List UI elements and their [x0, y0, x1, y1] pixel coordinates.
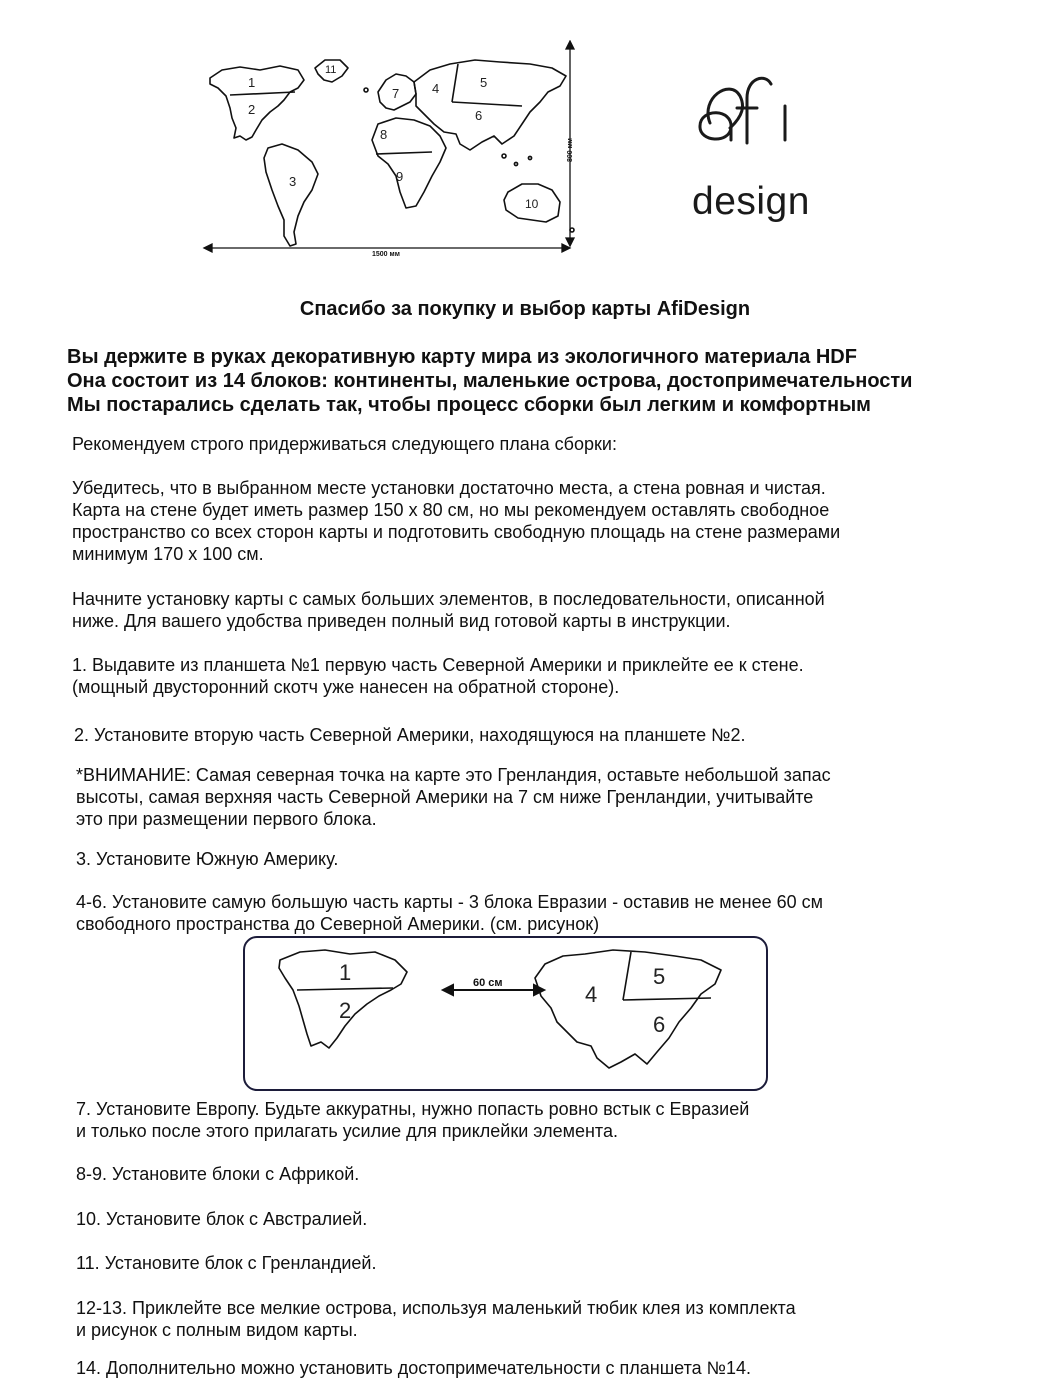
- text-line: это при размещении первого блока.: [76, 809, 377, 829]
- text-line: и только после этого прилагать усилие для приклейки элемента.: [76, 1121, 618, 1141]
- intro-line: Мы постарались сделать так, чтобы процесс сборки был легким и комфортным: [67, 394, 871, 416]
- text-line: свободного пространства до Северной Америки. (см. рисунок): [76, 914, 600, 934]
- text-line: пространство со всех сторон карты и подготовить свободную площадь на стене размерами: [72, 522, 841, 542]
- step-1: [72, 654, 804, 698]
- text-line: Начните установку карты с самых больших элементов, в последовательности, описанной: [72, 589, 825, 609]
- text-line: *ВНИМАНИЕ: Самая северная точка на карте это Гренландия, оставьте небольшой запас: [76, 765, 831, 785]
- gap-label: 60 см: [473, 977, 503, 989]
- map-label-10: 10: [525, 197, 539, 211]
- text-line: минимум 170 х 100 см.: [72, 544, 264, 564]
- step-10: 10. Установите блок с Австралией.: [76, 1209, 368, 1229]
- intro-line: Она состоит из 14 блоков: континенты, маленькие острова, достопримечательности: [67, 370, 913, 392]
- text-line: Убедитесь, что в выбранном месте установки достаточно места, а стена ровная и чистая.: [72, 478, 826, 498]
- logo-wordmark: design: [692, 180, 810, 223]
- step-7: [76, 1098, 749, 1142]
- inset-label-4: 4: [585, 982, 598, 1007]
- inset-label-1: 1: [339, 960, 352, 985]
- spacing-diagram: [243, 936, 768, 1091]
- intro-block: [67, 345, 912, 417]
- text-line: высоты, самая верхняя часть Северной Америки на 7 см ниже Гренландии, учитывайте: [76, 787, 814, 807]
- step-11: 11. Установите блок с Гренландией.: [76, 1253, 377, 1273]
- map-label-11: 11: [325, 64, 337, 76]
- north-america-shape: [210, 66, 304, 140]
- step-3: 3. Установите Южную Америку.: [76, 849, 339, 869]
- text-line: и рисунок с полным видом карты.: [76, 1320, 358, 1340]
- map-label-9: 9: [396, 169, 404, 184]
- map-label-3: 3: [289, 174, 297, 189]
- inset-label-5: 5: [653, 964, 666, 989]
- eurasia-shape: [414, 60, 566, 150]
- text-line: 12-13. Приклейте все мелкие острова, используя маленький тюбик клея из комплекта: [76, 1298, 796, 1318]
- map-label-1: 1: [248, 75, 256, 90]
- map-label-7: 7: [392, 86, 400, 101]
- map-label-2: 2: [248, 102, 256, 117]
- step-12-13: [76, 1297, 796, 1341]
- map-label-5: 5: [480, 75, 488, 90]
- step-2: 2. Установите вторую часть Северной Америки, находящуюся на планшете №2.: [74, 725, 746, 745]
- map-label-4: 4: [432, 81, 440, 96]
- recommend-text: Рекомендуем строго придерживаться следующего плана сборки:: [72, 434, 617, 454]
- text-line: ниже. Для вашего удобства приведен полный вид готовой карты в инструкции.: [72, 611, 731, 631]
- inset-label-6: 6: [653, 1012, 666, 1037]
- intro-line: Вы держите в руках декоративную карту мира из экологичного материала HDF: [67, 346, 857, 368]
- step-8-9: 8-9. Установите блоки с Африкой.: [76, 1164, 360, 1184]
- width-dimension-label: 1500 мм: [372, 251, 400, 258]
- check-paragraph: [72, 477, 840, 565]
- spacing-diagram-map: [245, 938, 765, 1088]
- step-14: 14. Дополнительно можно установить достопримечательности с планшета №14.: [76, 1358, 751, 1378]
- text-line: (мощный двусторонний скотч уже нанесен на обратной стороне).: [72, 677, 620, 697]
- height-dimension-label: 800 мм: [567, 138, 574, 162]
- text-line: Карта на стене будет иметь размер 150 х 80 см, но мы рекомендуем оставлять свободное: [72, 500, 830, 520]
- text-line: 1. Выдавите из планшета №1 первую часть Северной Америки и приклейте ее к стене.: [72, 655, 804, 675]
- inset-label-2: 2: [339, 998, 352, 1023]
- text-line: 4-6. Установите самую большую часть карты - 3 блока Евразии - оставив не менее 60 см: [76, 892, 824, 912]
- warning-paragraph: [76, 764, 831, 830]
- map-label-8: 8: [380, 127, 388, 142]
- page-title: Спасибо за покупку и выбор карты AfiDesign: [299, 298, 751, 320]
- text-line: 7. Установите Европу. Будьте аккуратны, нужно попасть ровно встык с Евразией: [76, 1099, 750, 1119]
- world-map-diagram: [200, 40, 585, 265]
- map-label-6: 6: [475, 108, 483, 123]
- start-paragraph: [72, 588, 825, 632]
- step-4-6: [76, 891, 823, 935]
- south-america-shape: [264, 144, 318, 246]
